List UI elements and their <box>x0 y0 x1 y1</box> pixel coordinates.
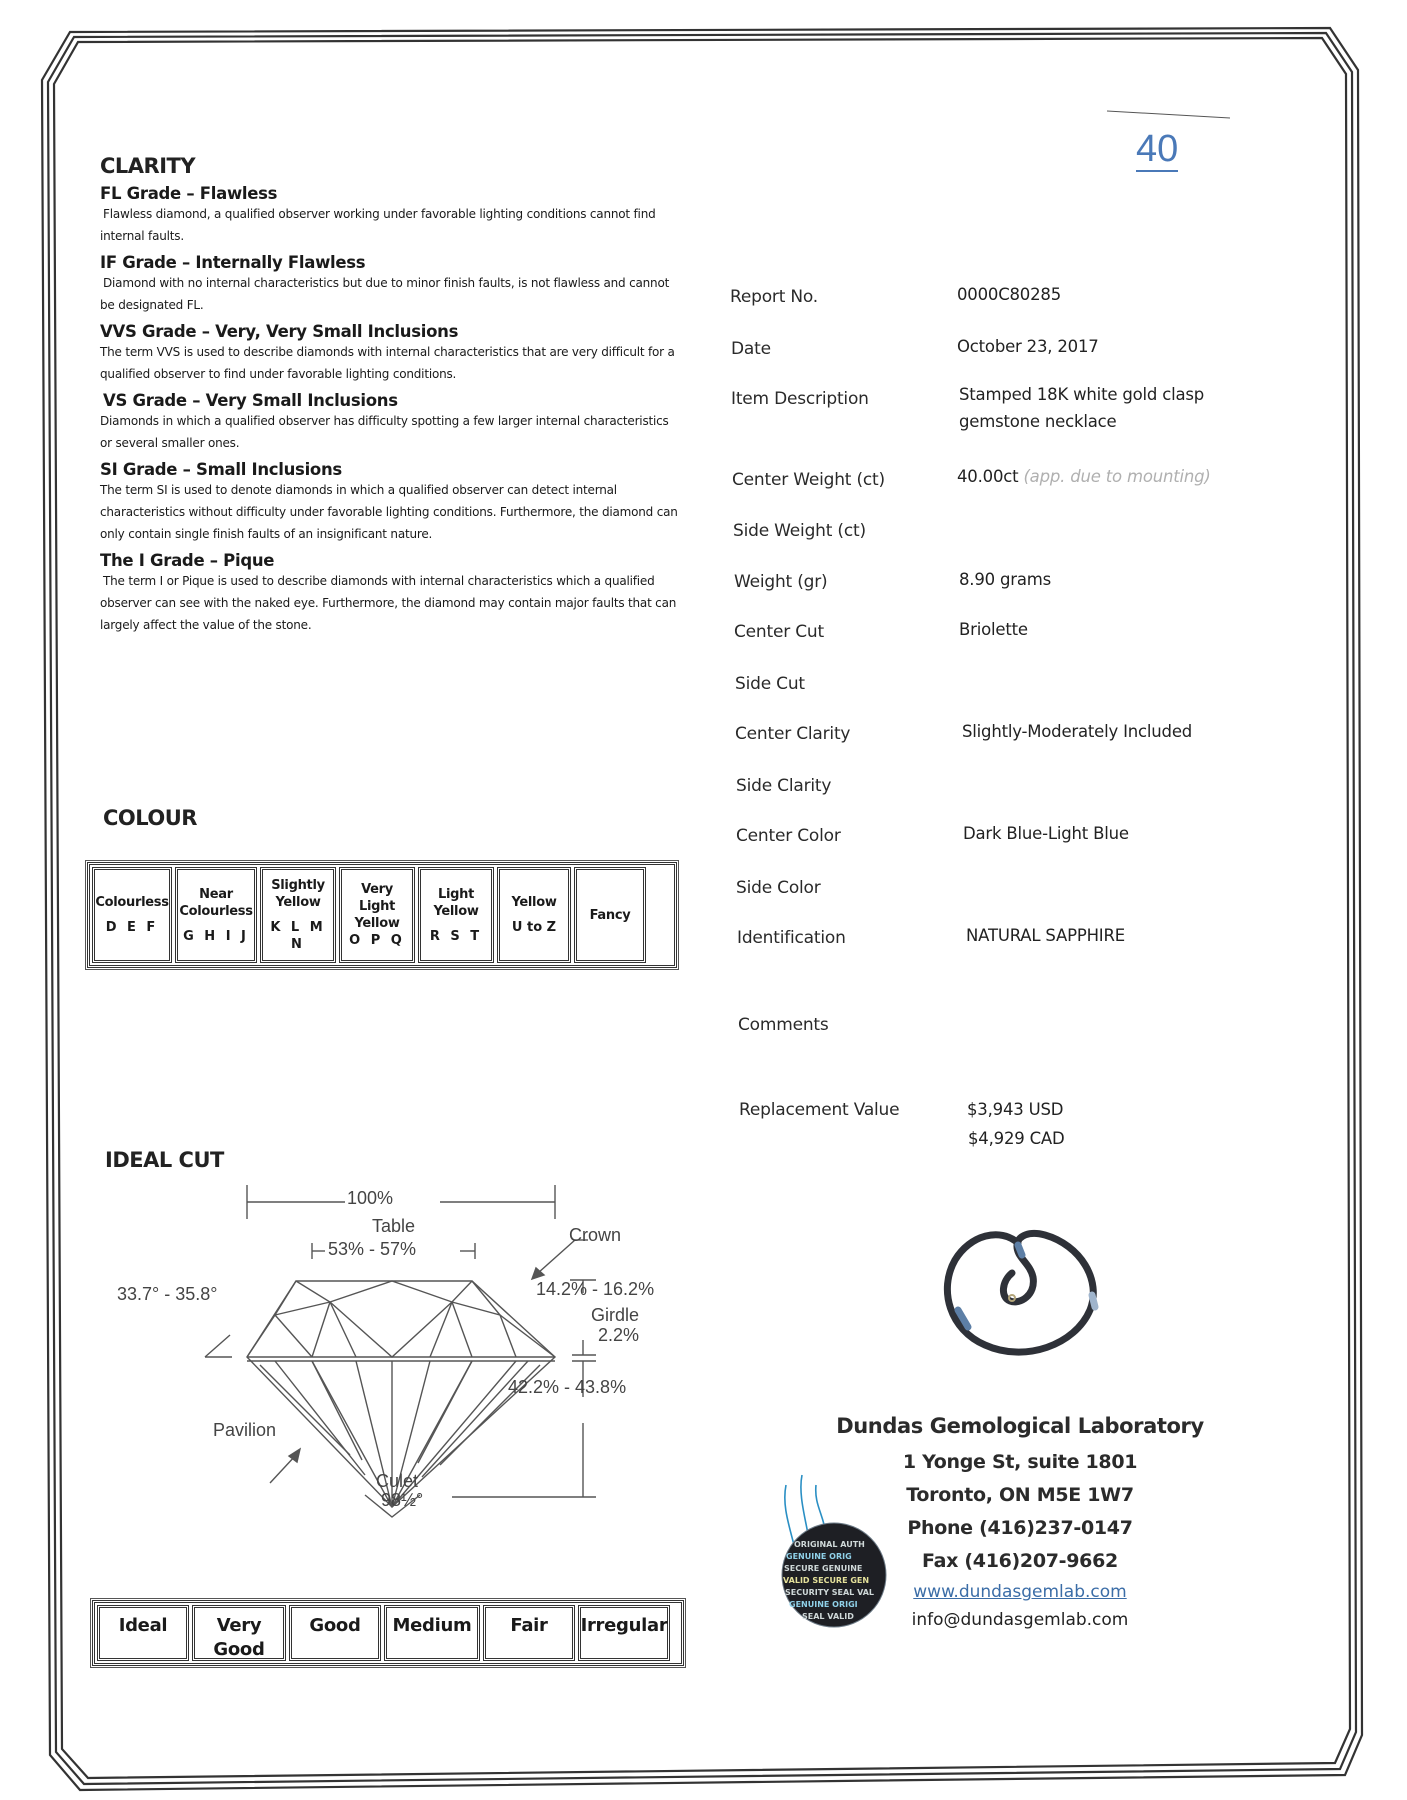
cut-cell-good: Good <box>289 1605 381 1661</box>
svg-text:VALID SECURE GEN: VALID SECURE GEN <box>783 1576 870 1585</box>
clarity-section <box>100 154 680 636</box>
colour-cell-yellow <box>497 867 571 963</box>
ideal-cut-heading: IDEAL CUT <box>105 1148 224 1172</box>
grade-description: Flawless diamond, a qualified observer working under favorable lighting conditions cannot find internal faults. <box>100 207 656 243</box>
label-center-weight: Center Weight (ct) <box>732 470 885 490</box>
svg-text:GENUINE ORIG: GENUINE ORIG <box>786 1552 852 1561</box>
diagram-label-culet: Culet <box>376 1471 419 1491</box>
colour-cell-near-colourless <box>175 867 257 963</box>
svg-text:GENUINE ORIGI: GENUINE ORIGI <box>789 1600 858 1609</box>
cell-code: R S T <box>429 928 483 944</box>
clarity-grade-vvs <box>100 322 680 385</box>
lab-email[interactable]: info@dundasgemlab.com <box>911 1610 1129 1630</box>
grade-description: The term SI is used to denote diamonds in which a qualified observer can detect internal characteristics without difficulty under favorable lighting conditions. Furthermore, the diamond can only contain single finish faults of an insignificant nature. <box>100 483 678 541</box>
diagram-label-total-width: 100% <box>347 1188 394 1208</box>
value-center-weight <box>957 463 1211 490</box>
clarity-grade-i <box>100 551 680 636</box>
label-comments: Comments <box>738 1015 829 1035</box>
value-replacement-usd: $3,943 USD <box>967 1100 1064 1119</box>
svg-text:ORIGINAL AUTH: ORIGINAL AUTH <box>794 1540 865 1549</box>
diagram-label-crown: Crown <box>569 1225 622 1245</box>
lab-website-link[interactable]: www.dundasgemlab.com <box>913 1582 1127 1602</box>
diagram-label-table: Table <box>372 1216 416 1236</box>
grade-title: SI Grade – Small Inclusions <box>100 460 342 479</box>
lab-address-line1: 1 Yonge St, suite 1801 <box>902 1451 1138 1473</box>
center-weight-note: (app. due to mounting) <box>1023 467 1211 486</box>
cell-code: U to Z <box>511 920 557 935</box>
value-center-color: Dark Blue-Light Blue <box>963 824 1129 843</box>
cell-name: Fancy <box>589 907 631 923</box>
lab-name: Dundas Gemological Laboratory <box>836 1414 1204 1438</box>
diagram-label-table-range: 53% - 57% <box>328 1239 417 1259</box>
colour-grade-table <box>87 862 677 968</box>
grade-title: The I Grade – Pique <box>100 551 275 570</box>
label-side-weight: Side Weight (ct) <box>733 521 866 541</box>
cut-cell-very-good: Very Good <box>192 1605 286 1661</box>
cut-cell-fair: Fair <box>483 1605 575 1661</box>
cell-name: Near Colourless <box>179 886 253 919</box>
grade-description: Diamonds in which a qualified observer has difficulty spotting a few larger internal characteristics or several smaller ones. <box>100 414 669 450</box>
clarity-grade-vs <box>100 391 680 454</box>
diagram-label-crown-angle: 33.7° - 35.8° <box>117 1284 218 1304</box>
handwritten-line <box>1105 108 1235 122</box>
grade-title: FL Grade – Flawless <box>100 184 278 203</box>
value-date: October 23, 2017 <box>957 337 1099 356</box>
clarity-heading: CLARITY <box>100 154 196 178</box>
cell-name: Colourless <box>95 895 169 910</box>
colour-cell-very-light-yellow <box>339 867 415 963</box>
cell-code: G H I J <box>183 928 249 944</box>
colour-cell-slightly-yellow <box>260 867 336 963</box>
cell-code: D E F <box>105 920 159 935</box>
svg-text:SECURITY SEAL VAL: SECURITY SEAL VAL <box>785 1588 875 1597</box>
cut-cell-ideal: Ideal <box>97 1605 189 1661</box>
value-replacement-cad: $4,929 CAD <box>968 1129 1065 1148</box>
value-weight-gr: 8.90 grams <box>959 570 1052 589</box>
lab-phone: Phone (416)237-0147 <box>907 1517 1133 1539</box>
label-center-clarity: Center Clarity <box>735 724 851 744</box>
colour-cell-colourless <box>92 867 172 963</box>
grade-description: The term I or Pique is used to describe diamonds with internal characteristics which a qualified observer can see with the naked eye. Furthermore, the diamond may contain major faults that can largely affect the value of the stone. <box>100 574 677 632</box>
grade-description: The term VVS is used to describe diamonds with internal characteristics that are very difficult for a qualified observer to find under favorable lighting conditions. <box>100 345 675 381</box>
lab-contact-block <box>820 1414 1220 1634</box>
cell-code: K L M N <box>270 920 326 952</box>
label-date: Date <box>731 339 771 359</box>
label-identification: Identification <box>737 928 846 948</box>
value-center-cut: Briolette <box>959 620 1028 639</box>
label-report-no: Report No. <box>730 287 818 307</box>
lab-fax: Fax (416)207-9662 <box>922 1550 1118 1572</box>
cell-name: Slightly Yellow <box>271 878 325 910</box>
label-side-color: Side Color <box>736 878 821 898</box>
cut-cell-medium: Medium <box>384 1605 480 1661</box>
value-center-clarity: Slightly-Moderately Included <box>962 722 1193 741</box>
value-identification: NATURAL SAPPHIRE <box>966 926 1125 945</box>
diagram-label-pavilion: Pavilion <box>213 1420 277 1440</box>
cut-cell-irregular: Irregular <box>578 1605 670 1661</box>
label-item-description: Item Description <box>731 389 869 409</box>
grade-description: Diamond with no internal characteristics but due to minor finish faults, is not flawless and cannot be designated FL. <box>100 276 670 312</box>
cell-name: Light Yellow <box>433 886 479 919</box>
diagram-label-girdle: Girdle <box>591 1305 640 1325</box>
cut-grade-table <box>92 1600 684 1666</box>
label-weight-gr: Weight (gr) <box>734 572 828 592</box>
grade-title: VS Grade – Very Small Inclusions <box>103 391 398 410</box>
necklace-photo <box>930 1215 1120 1380</box>
clarity-grade-fl <box>100 184 680 247</box>
diagram-label-pavilion-depth: 42.2% - 43.8% <box>508 1377 627 1397</box>
clarity-grade-if <box>100 253 680 316</box>
colour-cell-light-yellow <box>418 867 494 963</box>
colour-cell-fancy <box>574 867 646 963</box>
cell-name: Very Light Yellow <box>354 882 400 931</box>
label-replacement-value: Replacement Value <box>739 1100 900 1120</box>
label-side-clarity: Side Clarity <box>736 776 832 796</box>
cell-code: O P Q <box>349 933 405 948</box>
page-number-annotation: 40 <box>1136 128 1179 170</box>
label-side-cut: Side Cut <box>735 674 805 694</box>
center-weight-amount: 40.00ct <box>957 467 1019 486</box>
diagram-label-crown-height: 14.2% - 16.2% <box>536 1279 655 1299</box>
label-center-cut: Center Cut <box>734 622 824 642</box>
label-center-color: Center Color <box>736 826 841 846</box>
cell-name: Yellow <box>511 895 557 910</box>
colour-heading: COLOUR <box>103 806 197 830</box>
diagram-label-girdle-value: 2.2% <box>598 1325 640 1345</box>
value-report-no: 0000C80285 <box>957 285 1062 304</box>
grade-title: IF Grade – Internally Flawless <box>100 253 366 272</box>
grade-title: VVS Grade – Very, Very Small Inclusions <box>100 322 459 341</box>
value-item-description: Stamped 18K white gold clasp gemstone necklace <box>959 385 1205 431</box>
svg-text:SEAL VALID: SEAL VALID <box>802 1612 854 1621</box>
lab-address-line2: Toronto, ON M5E 1W7 <box>906 1484 1134 1506</box>
svg-text:SECURE GENUINE: SECURE GENUINE <box>784 1564 863 1573</box>
clarity-grade-si <box>100 460 680 545</box>
diagram-label-culet-angle: 98½° <box>381 1490 424 1510</box>
